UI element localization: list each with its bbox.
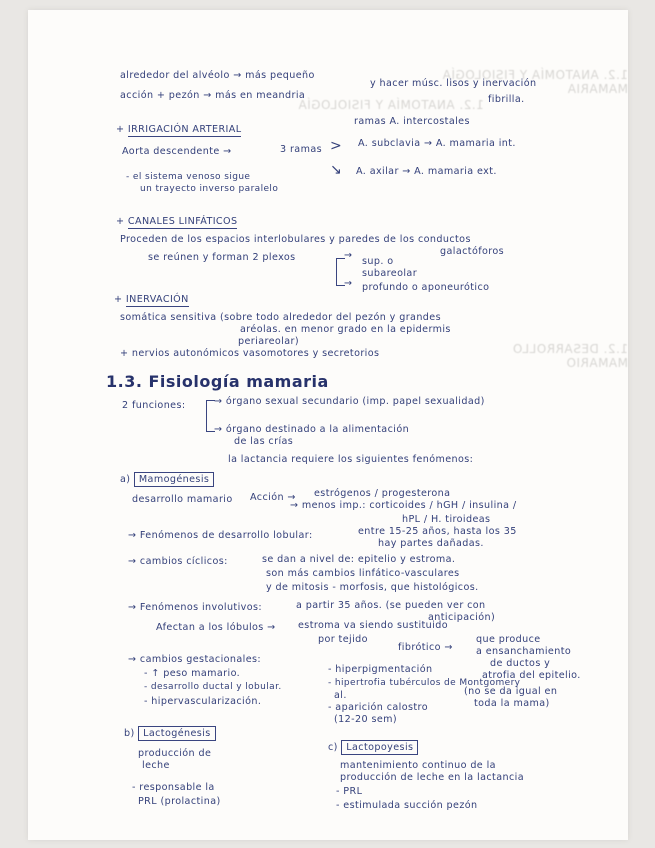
arrow-icon: ↘ <box>330 162 343 178</box>
text-line: producción de leche en la lactancia <box>340 772 524 783</box>
text-line: PRL (prolactina) <box>138 796 221 807</box>
item-letter: c) <box>328 742 338 753</box>
text-line: Afectan a los lóbulos → <box>156 622 276 633</box>
intro-line: alrededor del alvéolo → más pequeño <box>120 70 315 81</box>
text-line: toda la mama) <box>474 698 550 709</box>
text-line: - estimulada succión pezón <box>336 800 478 811</box>
text-line: hay partes dañadas. <box>378 538 484 549</box>
item-label <box>120 474 214 485</box>
item-label <box>328 742 418 753</box>
text-line: - desarrollo ductal y lobular. <box>144 682 282 692</box>
text-line: hPL / H. tiroideas <box>402 514 491 525</box>
text-line: A. subclavia → A. mamaria int. <box>358 138 516 149</box>
text-line: - ↑ peso mamario. <box>144 668 241 679</box>
arrow-icon: → <box>344 250 353 261</box>
text-line: - responsable la <box>132 782 215 793</box>
text-line: → Fenómenos involutivos: <box>128 602 263 613</box>
text-line: leche <box>142 760 170 771</box>
text-line: Acción → <box>250 492 296 503</box>
ghost-text: 1.2. DESARROLLO MAMARIO <box>512 342 628 370</box>
text-line: de las crías <box>234 436 294 447</box>
text-line: + nervios autonómicos vasomotores y secretorios <box>120 348 380 359</box>
text-line: entre 15-25 años, hasta los 35 <box>358 526 517 537</box>
section-heading: 1.3. Fisiología mamaria <box>106 372 329 391</box>
item-letter: b) <box>124 728 135 739</box>
lactopoyesis-title: Lactopoyesis <box>341 740 418 755</box>
text-line: de ductos y <box>490 658 551 669</box>
text-line: fibrótico → <box>398 642 453 653</box>
item-label <box>124 728 216 739</box>
section-title: + CANALES LINFÁTICOS <box>116 216 238 227</box>
text-line: (12-20 sem) <box>334 714 398 725</box>
text-line: - hipertrofia tubérculos de Montgomery <box>328 678 521 688</box>
text-line: por tejido <box>318 634 368 645</box>
text-line: - aparición calostro <box>328 702 428 713</box>
text-line: (no se da igual en <box>464 686 558 697</box>
text-line: → órgano sexual secundario (imp. papel sexualidad) <box>214 396 485 407</box>
arrow-icon: → <box>344 278 353 289</box>
text-line: 3 ramas <box>280 144 322 155</box>
text-line: mantenimiento continuo de la <box>340 760 496 771</box>
linfaticos-title: CANALES LINFÁTICOS <box>127 216 238 227</box>
arrow-icon: > <box>330 138 343 154</box>
text-line: al. <box>334 690 347 701</box>
text-line: atrofia del epitelio. <box>482 670 581 681</box>
text-line: → menos imp.: corticoides / hGH / insulina / <box>290 500 517 511</box>
text-line: estroma va siendo sustituido <box>298 620 448 631</box>
text-line: Proceden de los espacios interlobulares y paredes de los conductos <box>120 234 471 245</box>
text-line: sup. o <box>362 256 394 267</box>
text-line: anticipación) <box>428 612 496 623</box>
text-line: ramas A. intercostales <box>354 116 470 127</box>
text-line: - hiperpigmentación <box>328 664 433 675</box>
section-title: + IRRIGACIÓN ARTERIAL <box>116 124 242 135</box>
text-line: profundo o aponeurótico <box>362 282 490 293</box>
text-line: se dan a nivel de: epitelio y estroma. <box>262 554 456 565</box>
text-line: estrógenos / progesterona <box>314 488 451 499</box>
text-line: un trayecto inverso paralelo <box>140 184 279 194</box>
text-line: - hipervascularización. <box>144 696 262 707</box>
text-line: 2 funciones: <box>122 400 186 411</box>
text-line: son más cambios linfático-vasculares <box>266 568 460 579</box>
text-line: Aorta descendente → <box>122 146 232 157</box>
text-line: somática sensitiva (sobre todo alrededor del pezón y grandes <box>120 312 441 323</box>
text-line: aréolas. en menor grado en la epidermis <box>240 324 451 335</box>
text-line: → cambios gestacionales: <box>128 654 262 665</box>
intro-line: acción + pezón → más en meandria <box>120 90 306 101</box>
section-title: + INERVACIÓN <box>114 294 189 305</box>
text-line: desarrollo mamario <box>132 494 233 505</box>
text-line: → Fenómenos de desarrollo lobular: <box>128 530 313 541</box>
text-line: a ensanchamiento <box>476 646 572 657</box>
intro-line: fibrilla. <box>488 94 525 105</box>
inervacion-title: INERVACIÓN <box>125 294 189 305</box>
ghost-text: 1.2. ANATOMÍA Y FISIOLOGÍA <box>298 98 484 112</box>
text-line: que produce <box>476 634 541 645</box>
text-line: periareolar) <box>238 336 300 347</box>
text-line: galactóforos <box>440 246 505 257</box>
text-line: y de mitosis - morfosis, que histológicos. <box>266 582 479 593</box>
item-letter: a) <box>120 474 131 485</box>
mamogenesis-title: Mamogénesis <box>134 472 214 487</box>
irrigacion-title: IRRIGACIÓN ARTERIAL <box>127 124 242 135</box>
text-line: a partir 35 años. (se pueden ver con <box>296 600 486 611</box>
text-line: producción de <box>138 748 212 759</box>
ghost-text: 1.2. ANATOMÍA Y FISIOLOGÍA MAMARIA <box>442 68 628 96</box>
text-line: se reúnen y forman 2 plexos <box>148 252 296 263</box>
text-line: → cambios cíclicos: <box>128 556 228 567</box>
notebook-page <box>28 10 628 840</box>
text-line: la lactancia requiere los siguientes fenómenos: <box>228 454 474 465</box>
text-line: - PRL <box>336 786 363 797</box>
text-line: A. axilar → A. mamaria ext. <box>356 166 497 177</box>
lactogenesis-title: Lactogénesis <box>138 726 216 741</box>
text-line: subareolar <box>362 268 418 279</box>
text-line: → órgano destinado a la alimentación <box>214 424 410 435</box>
intro-line: y hacer músc. lisos y inervación <box>370 78 537 89</box>
text-line: - el sistema venoso sigue <box>126 172 251 182</box>
